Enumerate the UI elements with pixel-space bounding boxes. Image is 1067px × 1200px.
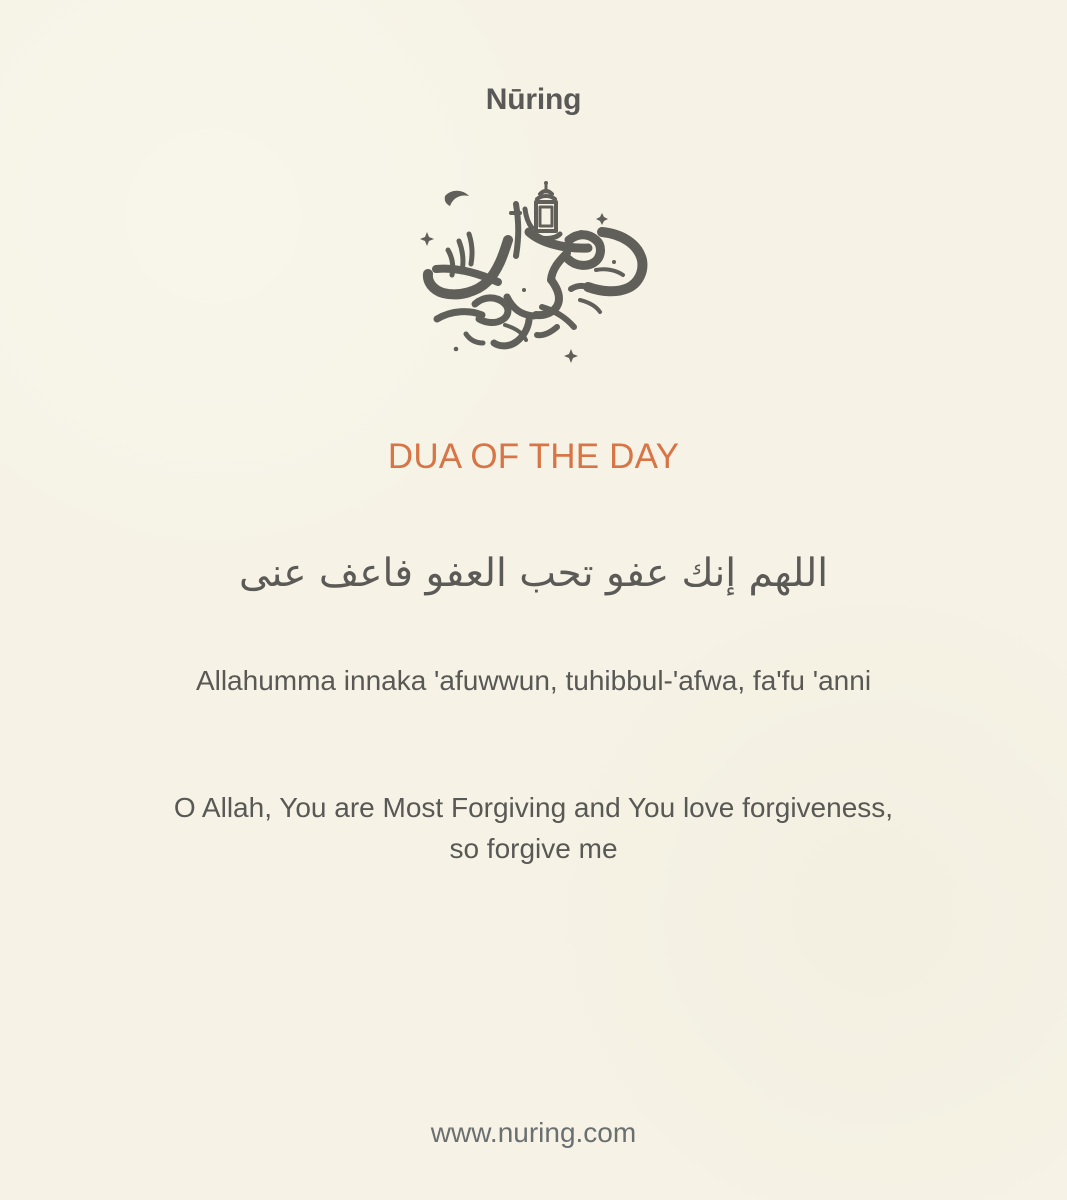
transliteration-text: Allahumma innaka 'afuwwun, tuhibbul-'afwa, fa'fu 'anni	[195, 665, 872, 696]
translation-line-2: so forgive me	[449, 832, 618, 864]
brand-logo-text: Nūring	[485, 83, 582, 116]
translation-text	[0, 788, 1067, 869]
ramadan-kareem-calligraphy-icon	[412, 179, 652, 364]
arabic-dua-text: اللهم إنك عفو تحب العفو فاعف عنى	[238, 551, 829, 596]
website-link-text: www.nuring.com	[430, 1117, 637, 1148]
translation-line-1: O Allah, You are Most Forgiving and You love forgiveness,	[173, 792, 894, 823]
ramadan-kareem-calligraphy-icon-svg	[412, 179, 652, 364]
section-title: DUA OF THE DAY	[387, 437, 680, 476]
